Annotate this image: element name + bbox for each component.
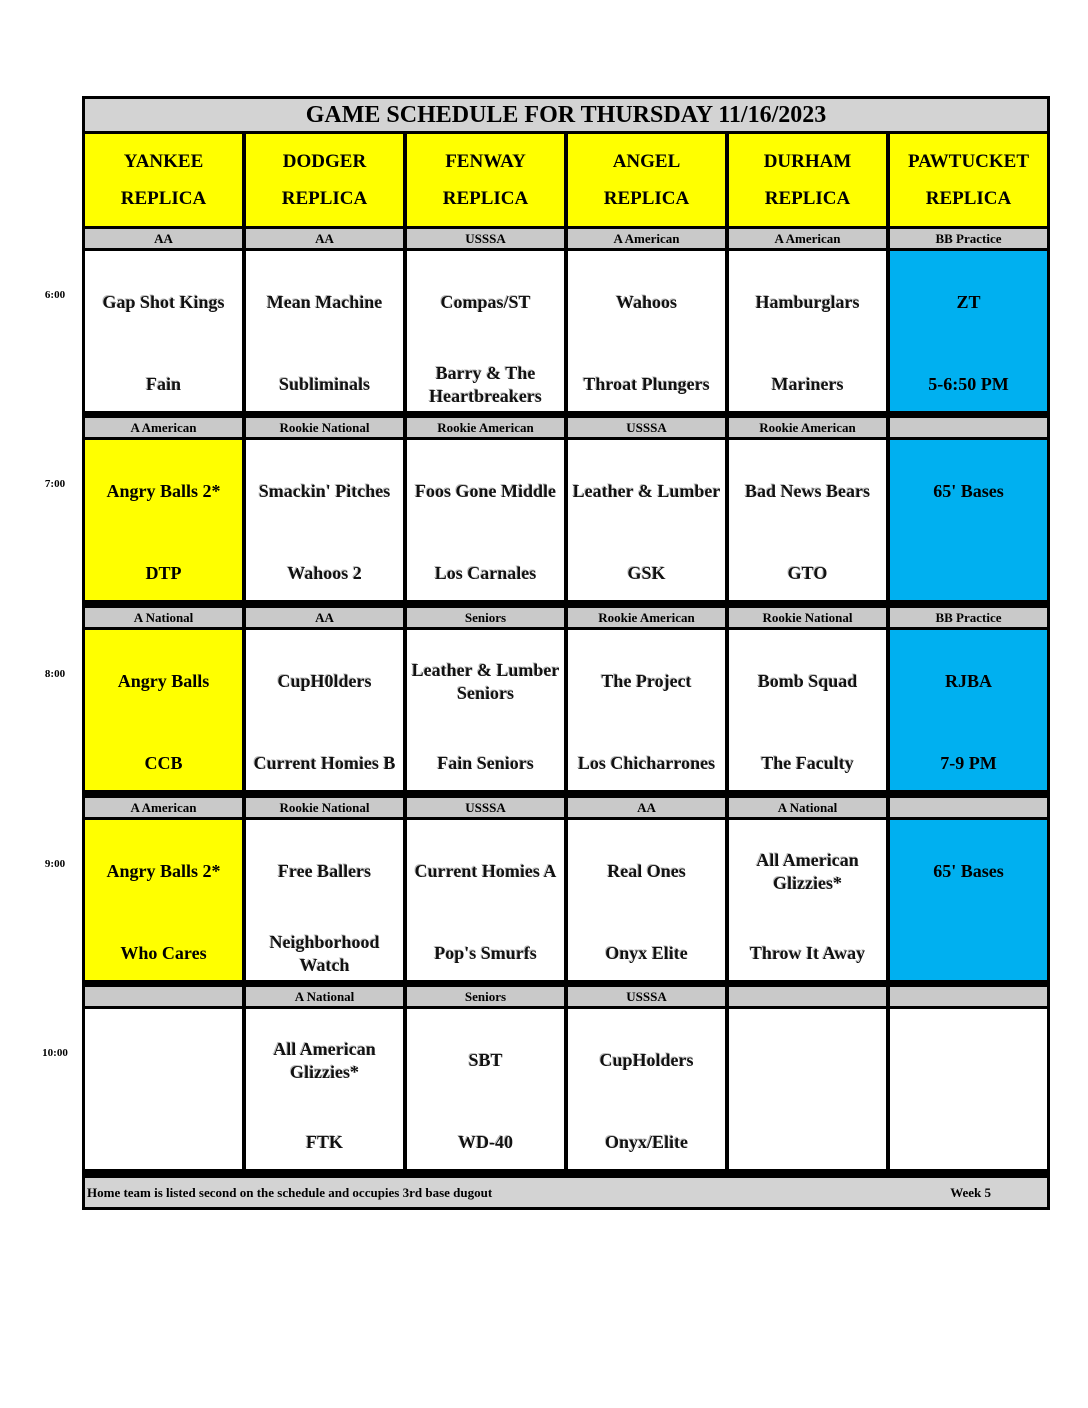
game-cell [729,820,886,980]
home-team: Barry & The Heartbreakers [429,362,542,406]
away-team: Leather & Lumber [572,481,721,502]
home-team: Who Cares [120,943,207,964]
home-team [729,1113,886,1173]
division-label: BB Practice [890,608,1047,627]
field-subtitle: REPLICA [764,188,851,209]
away-team: Wahoos [615,292,678,313]
home-team: DTP [145,563,182,584]
field-header [729,134,886,226]
division-label: A National [729,798,886,817]
away-team: CupHolders [599,1050,694,1071]
home-team: 7-9 PM [940,753,997,774]
away-team: Hamburglars [755,292,860,313]
game-cell [407,630,564,790]
away-team: Real Ones [607,861,686,882]
game-cell [407,440,564,600]
home-team [890,544,1047,604]
division-label: A American [568,229,725,248]
away-team: Angry Balls 2* [106,481,221,502]
away-team [890,1031,1047,1091]
home-team: Onyx Elite [605,943,688,964]
home-team [890,924,1047,984]
away-team: All American Glizzies* [756,849,859,893]
division-row [85,229,1047,248]
game-cell [85,251,242,411]
game-cell [890,630,1047,790]
game-cell [568,630,725,790]
field-header [407,134,564,226]
division-label: Rookie National [246,418,403,437]
home-team: Subliminals [278,374,371,395]
field-name: PAWTUCKET [907,151,1030,172]
division-label: Rookie American [568,608,725,627]
division-label: Rookie National [246,798,403,817]
time-slot-label: 10:00 [42,1047,68,1059]
schedule-table [82,96,1050,1210]
field-name: ANGEL [612,151,681,172]
field-name: YANKEE [123,151,204,172]
game-cell [85,1009,242,1169]
field-subtitle: REPLICA [281,188,368,209]
division-label [85,987,242,1006]
division-label: BB Practice [890,229,1047,248]
division-row [85,418,1047,437]
away-team: Angry Balls [117,671,210,692]
home-team [890,1113,1047,1173]
division-label: A American [85,798,242,817]
game-cell [729,440,886,600]
home-team: Onyx/Elite [604,1132,688,1153]
division-label: A American [729,229,886,248]
home-team: CCB [144,753,183,774]
game-row [85,630,1047,790]
game-cell [246,820,403,980]
game-cell [890,820,1047,980]
division-label [890,987,1047,1006]
away-team: The Project [601,671,692,692]
away-team: Free Ballers [277,861,372,882]
division-label: Seniors [407,987,564,1006]
division-row [85,987,1047,1006]
away-team: Gap Shot Kings [102,292,225,313]
away-team: 65' Bases [933,481,1004,502]
field-subtitle: REPLICA [442,188,529,209]
home-team: Los Carnales [434,563,537,584]
game-cell [568,251,725,411]
home-team: FTK [305,1132,343,1153]
home-team: Los Chicharrones [577,753,716,774]
home-team: GSK [627,563,666,584]
game-cell [568,440,725,600]
home-team: GTO [787,563,828,584]
away-team: Angry Balls 2* [106,861,221,882]
time-slot-label: 6:00 [44,289,66,301]
game-cell [85,440,242,600]
home-team: Wahoos 2 [287,563,362,584]
game-cell [407,1009,564,1169]
game-cell [85,630,242,790]
game-cell [890,1009,1047,1169]
game-row [85,440,1047,600]
game-cell [246,630,403,790]
game-cell [246,1009,403,1169]
away-team: 65' Bases [933,861,1004,882]
field-name: DURHAM [763,151,852,172]
division-label: Rookie American [407,418,564,437]
division-label: A National [246,987,403,1006]
division-label: AA [568,798,725,817]
game-row [85,1009,1047,1169]
away-team: Mean Machine [266,292,383,313]
division-label: USSSA [568,418,725,437]
game-cell [568,820,725,980]
home-team: Fain Seniors [437,753,534,774]
footer-note: Home team is listed second on the schedule and occupies 3rd base dugout [87,1184,493,1200]
field-name: DODGER [282,151,367,172]
game-cell [568,1009,725,1169]
game-cell [729,1009,886,1169]
home-team: WD-40 [458,1132,513,1153]
game-row [85,251,1047,411]
home-team: Throw It Away [749,943,866,964]
away-team: Bad News Bears [745,481,870,502]
game-cell [246,440,403,600]
game-row [85,820,1047,980]
title-row [85,99,1047,131]
away-team: Bomb Squad [757,671,858,692]
division-label: A American [85,418,242,437]
away-team: SBT [468,1050,503,1071]
division-label: AA [85,229,242,248]
away-team: Current Homies A [414,861,557,882]
division-label [890,798,1047,817]
division-label: USSSA [407,229,564,248]
division-row [85,798,1047,817]
division-label [890,418,1047,437]
footer-row [85,1178,1047,1207]
field-header-row [85,134,1047,226]
away-team: Foos Gone Middle [414,481,556,502]
away-team [729,1031,886,1091]
division-label: Rookie American [729,418,886,437]
division-label: AA [246,229,403,248]
game-cell [890,251,1047,411]
week-label: Week 5 [950,1184,991,1200]
field-subtitle: REPLICA [120,188,207,209]
game-cell [407,251,564,411]
field-header [890,134,1047,226]
away-team: RJBA [944,671,992,692]
field-header [246,134,403,226]
home-team: Fain [145,374,181,395]
away-team: All American Glizzies* [273,1038,376,1082]
division-label: AA [246,608,403,627]
away-team: Smackin' Pitches [258,481,391,502]
game-cell [246,251,403,411]
division-label: USSSA [407,798,564,817]
division-row [85,608,1047,627]
game-cell [85,820,242,980]
away-team: CupH0lders [277,671,372,692]
division-label [729,987,886,1006]
away-team: Leather & Lumber Seniors [411,659,560,703]
home-team: Throat Plungers [583,374,710,395]
away-team: ZT [956,292,981,313]
division-label: Rookie National [729,608,886,627]
division-label: USSSA [568,987,725,1006]
away-team: Compas/ST [440,292,531,313]
home-team [85,1113,242,1173]
game-cell [407,820,564,980]
home-team: Current Homies B [253,753,396,774]
time-slot-label: 8:00 [44,668,66,680]
home-team: Pop's Smurfs [434,943,537,964]
field-subtitle: REPLICA [925,188,1012,209]
time-slot-label: 7:00 [44,478,66,490]
schedule-title: GAME SCHEDULE FOR THURSDAY 11/16/2023 [85,99,1047,131]
game-cell [890,440,1047,600]
game-cell [729,251,886,411]
home-team: Mariners [771,374,844,395]
division-label: Seniors [407,608,564,627]
division-label: A National [85,608,242,627]
field-name: FENWAY [445,151,526,172]
home-team: The Faculty [761,753,854,774]
field-header [568,134,725,226]
away-team [85,1031,242,1091]
field-header [85,134,242,226]
field-subtitle: REPLICA [603,188,690,209]
home-team: 5-6:50 PM [928,374,1009,395]
game-cell [729,630,886,790]
home-team: Neighborhood Watch [269,931,380,975]
time-slot-label: 9:00 [44,858,66,870]
